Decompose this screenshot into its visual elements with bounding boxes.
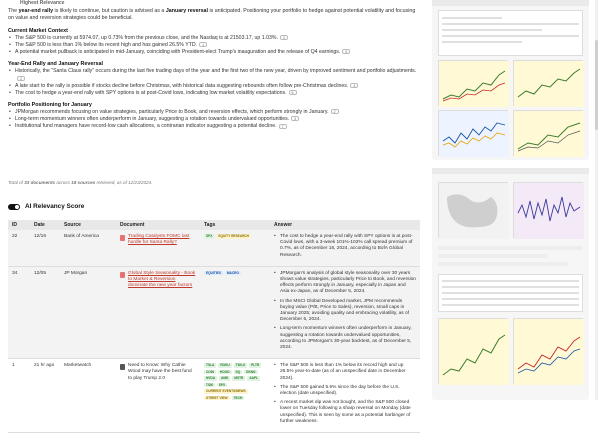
preview-text-line [438,246,583,250]
answer-item: • The S&P 500 is less than 1% below its record high and up 26.5% year-to-date (as of an unspecified date in December 2024). [274,363,416,382]
tag-badge[interactable]: CURRENT EVENTS/NEWS [206,389,246,394]
intro-paragraph [8,8,420,23]
answer-item: • The S&P 500 gained 5.6% since the day before the U.S. election (date unspecified). [274,385,416,397]
preview-chart-thumbnail [513,60,583,106]
tag-list [204,271,266,276]
tag-badge[interactable]: DKNG [246,369,256,374]
scrollbar-thumb[interactable] [595,40,598,130]
preview-chart-thumbnail [513,110,583,156]
col-header-tags[interactable]: Tags [200,220,270,230]
tag-badge[interactable]: STREET VIEW [206,395,228,400]
citation-badge[interactable]: 5 [342,49,350,54]
intro-text-2: is likely to continue, but caution is advised as a [53,8,166,14]
tag-badge[interactable]: COIN [206,369,214,374]
col-header-source[interactable]: Source [60,220,116,230]
tag-badge[interactable]: NVDA [206,376,216,381]
tag-badge[interactable]: MACRO [226,270,239,275]
document-preview-panel-bottom[interactable] [432,168,589,400]
pdf-icon [120,235,125,241]
citation-badge[interactable]: 3 [280,35,288,40]
preview-chart-thumbnail [438,60,508,106]
answer-list [274,234,416,259]
answer-item: • A recent market dip was not bought, and the S&P 500 closed lower on Tuesday following a sharp reversal on Monday (date unspecified). This is seen by some as a potential harbinger of further weakness. [274,400,416,425]
ai-relevancy-toggle[interactable] [8,204,20,210]
preview-chart-thumbnail [438,110,508,156]
bullet-item: • Long-term momentum winners often underperform in January, suggesting a rotation towards undervalued opportunities. 3 [8,116,420,123]
citation-badge[interactable]: 2 [17,76,25,81]
table-row[interactable] [8,266,420,358]
tag-badge[interactable]: TSM [206,382,213,387]
tag-badge[interactable]: ROKU [220,363,230,368]
bullet-item: • The S&P 500 is less than 1% below its recent high and has gained 26.5% YTD. 1 [8,42,420,49]
bullet-item: • JPMorgan recommends focusing on value strategies, particularly Price to Book, and reversion effects, which perform strongly in January. 2 [8,109,420,116]
answer-item: • In the MSCI Global Developed market, JPM recommends buying value (P/B, Price to Sales), reversion, small caps in January 2025; avoiding quality and embracing volatility, as of December 5, 2024. [274,299,416,324]
preview-chart-thumbnail [513,182,583,238]
preview-header-bar [432,168,589,174]
tag-badge[interactable]: TECH [233,395,243,400]
cell-source: JP Morgan [60,266,116,358]
preview-chart-thumbnail [513,318,583,384]
document-title[interactable]: Need to Know: Why Cathie Wood may have the best fund to play Trump 2.0 [128,363,192,381]
intro-bold-reversal: January reversal [165,8,208,14]
cell-date: 12/05 [30,266,60,358]
col-header-id[interactable]: ID [8,220,30,230]
section-header: Highest Relevance [20,0,65,6]
cell-date: 12/16 [30,230,60,266]
document-preview-panel-top[interactable] [432,0,589,160]
col-header-document[interactable]: Document [116,220,200,230]
source-count: 18 sources [71,180,96,185]
document-link[interactable]: Trading Catalysts FOMC last hurdle for Santa Rally? [128,234,190,246]
cell-tags [200,359,270,433]
table-row[interactable] [8,230,420,266]
cell-source: Marketwatch [60,359,116,433]
intro-text-3: is anticipated. Positioning your portfolio to hedge against potential volatility and focusing on value and reversion strategies could be beneficial. [8,8,416,22]
cell-date: 21 hr ago [30,359,60,433]
cell-answer [270,359,420,433]
bullet-list [8,68,420,97]
section-title-portfolio-positioning: Portfolio Positioning for January [8,102,92,109]
preview-text-line [438,262,568,266]
cell-document [116,266,200,358]
ai-relevancy-label: AI Relevancy Score [25,203,85,210]
document-link[interactable]: Global Style Seasonality - Book to Market & Reversion dominate the new year factors [128,270,196,289]
col-header-answer[interactable]: Answer [270,220,420,230]
bullet-item: • A potential market pullback is anticipated in mid-January, coinciding with President-elect Trump's inauguration and the release of Q4 earnings. 5 [8,49,420,56]
tag-badge[interactable]: HOOD [219,369,230,374]
citation-badge[interactable]: 7 [279,124,287,129]
tag-badge[interactable]: MSTR [234,376,244,381]
citation-badge[interactable]: 6 [289,90,297,95]
sections [8,28,420,131]
tag-badge[interactable]: AAPL [249,376,259,381]
answer-item: • JPMorgan's analysis of global style seasonality over 30 years shows value strategies, particularly Price to Book, and reversion effects perform strongly in January, especially in Japan and Asia ex-Japan, as of December 5, 2024. [274,271,416,296]
pdf-icon [120,272,125,278]
bullet-item: • A late start to the rally is possible if stocks decline before Christmas, with historical data suggesting rebounds often follow pre-Christmas declines. 4 [8,83,420,90]
citation-badge[interactable]: 2 [331,109,339,114]
table-row[interactable] [8,359,420,433]
cell-id: 34 [8,266,30,358]
cell-answer [270,230,420,266]
vertical-scrollbar[interactable] [595,0,598,400]
cell-source: Bank of America [60,230,116,266]
tag-badge[interactable]: AMD [221,376,229,381]
bullet-item: • The cost to hedge a year-end rally with SPY options is at post-Covid lows, indicating low market volatility expectations. 6 [8,90,420,97]
cell-id: 1 [8,359,30,433]
doc-count: 33 documents [24,180,56,185]
citation-badge[interactable]: 1 [199,42,207,47]
relevancy-table [8,220,420,433]
tag-badge[interactable]: EQUITY RESEARCH [218,234,249,238]
intro-bold-rally: year-end rally [18,8,54,14]
article-icon [120,364,125,370]
cell-answer [270,266,420,358]
answer-item: • The cost to hedge a year-end rally with SPY options is at post-Covid lows, with a 3-week 101%-102% call spread premium of 0.7%, as of December 16, 2024, according to BofA Global Research. [274,234,416,259]
cell-document [116,359,200,433]
bullet-list [8,109,420,131]
preview-map-thumbnail [438,182,508,238]
bullet-list [8,35,420,57]
citation-badge[interactable]: 4 [350,83,358,88]
preview-text-line [438,254,548,258]
cell-id: 22 [8,230,30,266]
tag-badge[interactable]: TWLO [235,363,246,368]
bullet-item: • Institutional fund managers have record-low cash allocations, a contrarian indicator suggesting a potential decline. 7 [8,123,420,130]
tag-badge[interactable]: EQUITIES [206,270,221,275]
preview-table-thumbnail [438,274,583,312]
tag-badge[interactable]: SPX [206,234,213,238]
tag-badge[interactable]: PLTR [251,363,260,368]
citation-badge[interactable]: 3 [291,116,299,121]
answer-list [274,271,416,351]
preview-page-thumbnail [438,10,583,56]
tag-badge[interactable]: SQ [235,369,241,374]
section-title-year-end-rally: Year-End Rally and January Reversal [8,61,103,68]
table-header-row [8,220,420,230]
tag-badge[interactable]: TSLA [206,363,215,368]
cell-tags [200,266,270,358]
answer-item: • Long-term momentum winners often underperform in January, suggesting a rotation towards undervalued opportunities, according to JPMorgan's 30-year backtest, as of December 5, 2024. [274,326,416,351]
bullet-item: • Historically, the "Santa Claus rally" occurs during the last five trading days of the year and the first two of the new year, driven by improved sentiment and portfolio adjustments.2 [8,68,420,82]
cell-tags [200,230,270,266]
tag-badge[interactable]: SPX [218,382,226,387]
bullet-item: • The S&P 500 is currently at 5974.07, up 0.73% from the previous close, and the Nasdaq is at 21503.17, up 1.03%. 3 [8,35,420,42]
answer-list [274,363,416,425]
col-header-date[interactable]: Date [30,220,60,230]
tag-list [204,234,266,239]
preview-header-bar [432,0,589,6]
preview-chart-thumbnail [438,318,508,384]
tag-list [204,363,266,400]
retrieval-summary: Total of 33 documents across 18 sources retrieved, as of 12/23/2024. [8,180,153,185]
ai-relevancy-row [8,203,84,210]
intro-text: The [8,8,19,14]
cell-document [116,230,200,266]
section-title-market-context: Current Market Context [8,27,68,34]
